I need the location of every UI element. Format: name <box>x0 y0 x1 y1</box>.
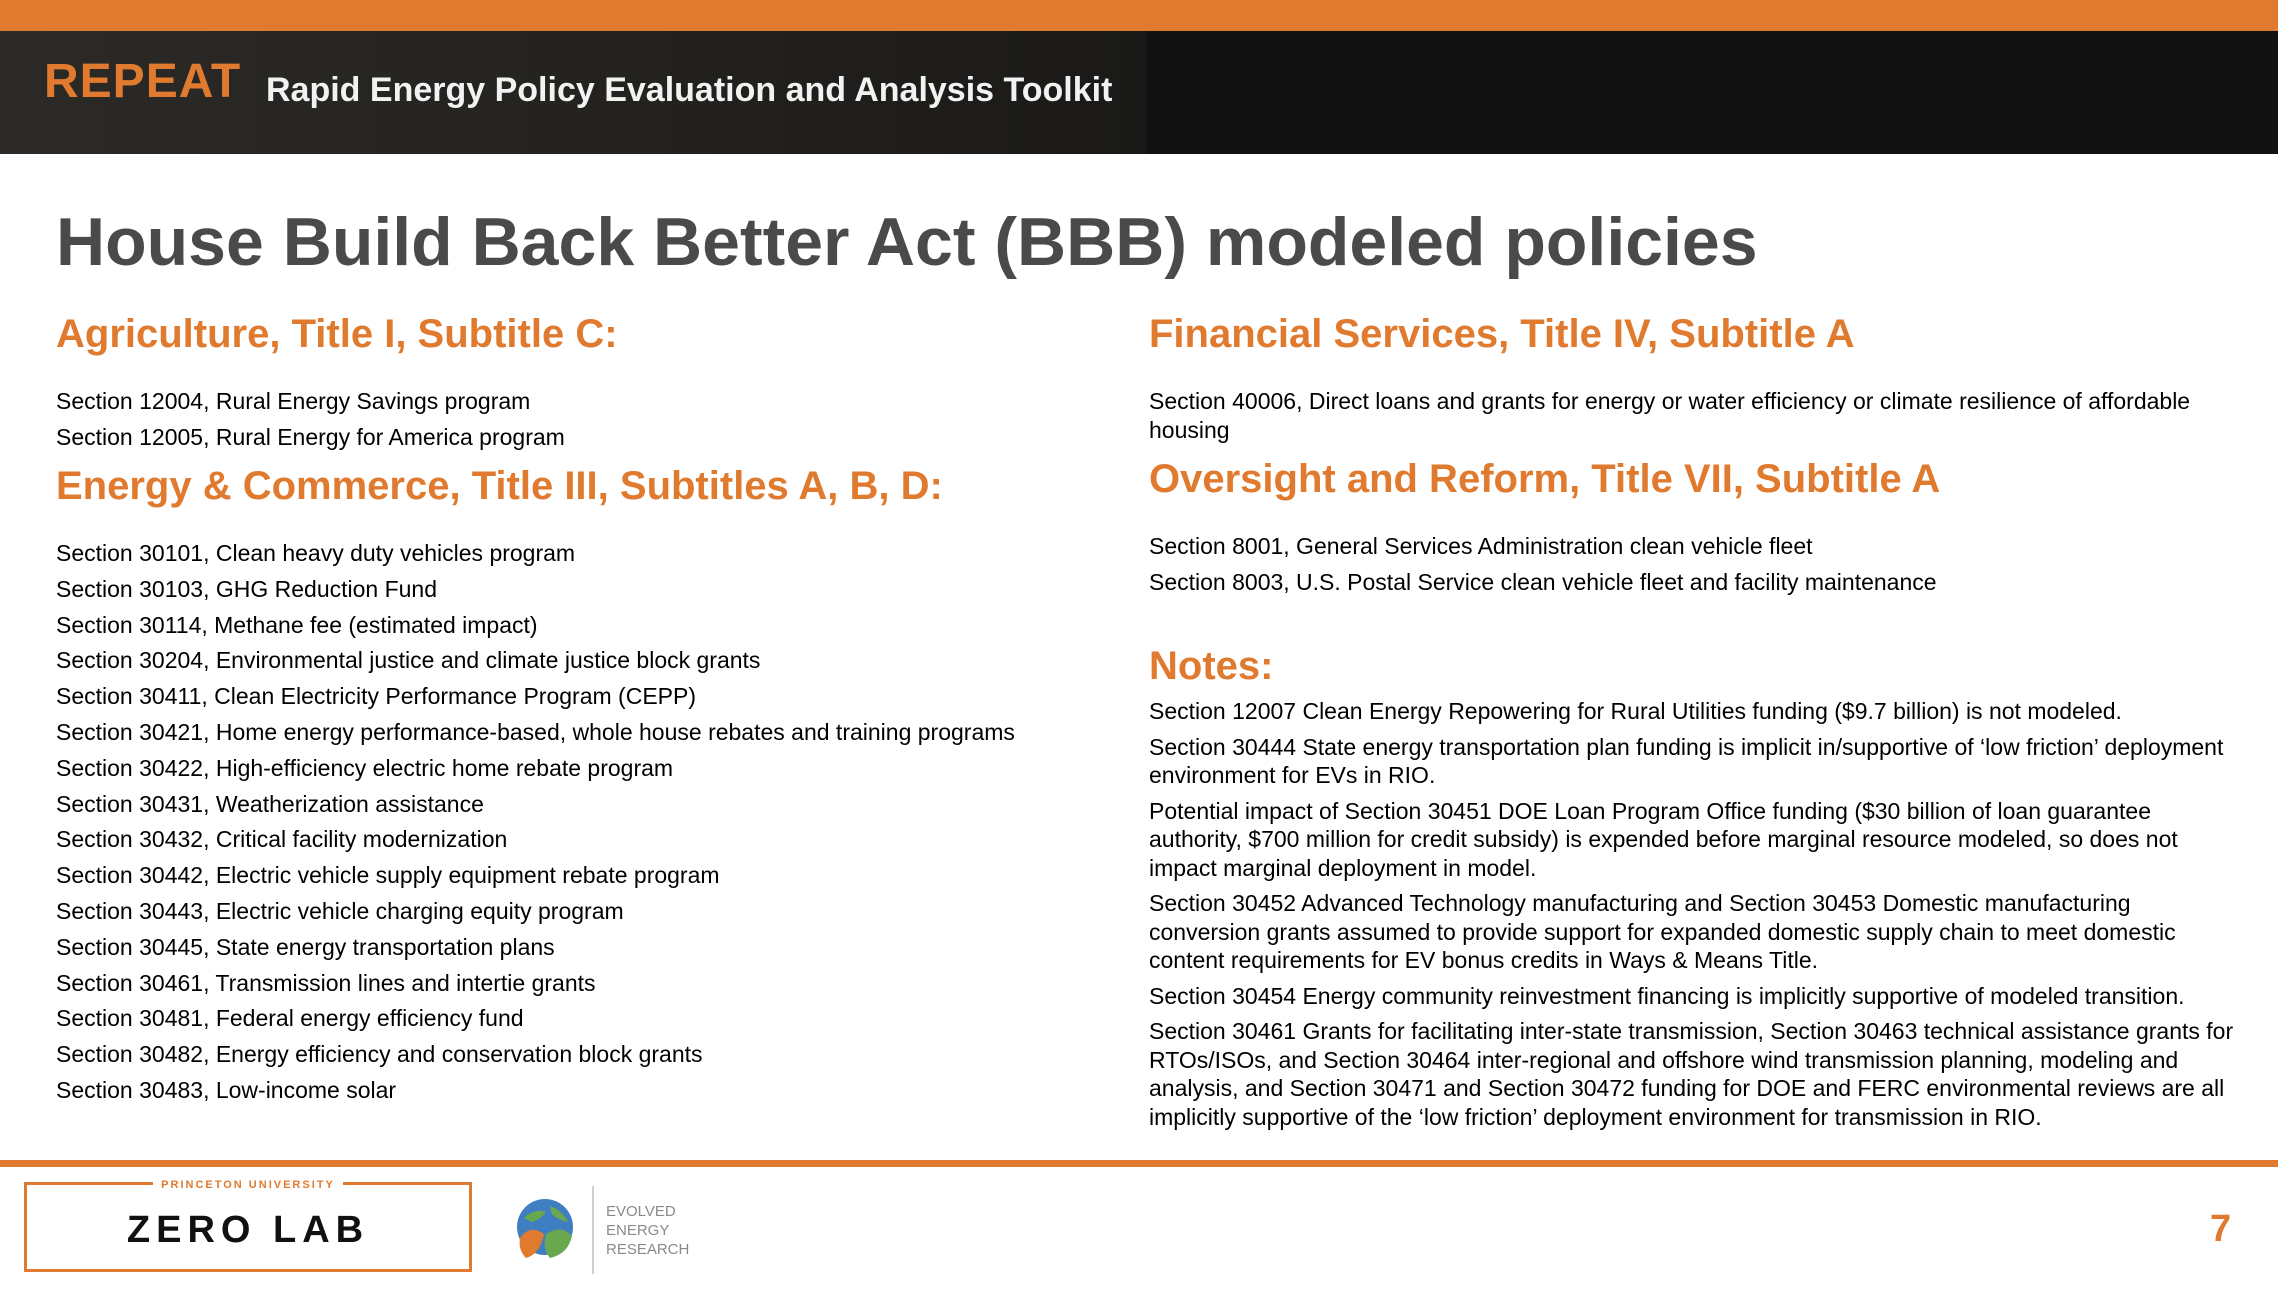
list-item: Section 8001, General Services Administration clean vehicle fleet <box>1149 533 1813 559</box>
list-oversight-reform <box>1149 529 1937 601</box>
list-item: Section 30432, Critical facility modernization <box>56 826 508 853</box>
list-item: Section 30481, Federal energy efficiency fund <box>56 1005 524 1032</box>
note-item: Section 30444 State energy transportation plan funding is implicit in/supportive of ‘low friction’ deployment environment for EVs in RIO. <box>1149 733 2224 788</box>
heading-oversight-reform: Oversight and Reform, Title VII, Subtitle A <box>1149 457 1941 501</box>
list-item: Section 30101, Clean heavy duty vehicles program <box>56 540 576 566</box>
heading-financial-services: Financial Services, Title IV, Subtitle A <box>1149 312 1855 356</box>
list-item: Section 30442, Electric vehicle supply equipment rebate program <box>56 862 720 889</box>
brand-subtitle: Rapid Energy Policy Evaluation and Analysis Toolkit <box>266 71 1113 109</box>
list-item: Section 30445, State energy transportation plans <box>56 933 555 960</box>
list-agriculture <box>56 384 565 456</box>
list-energy-commerce <box>56 536 1015 1109</box>
zero-lab-name: ZERO LAB <box>126 1209 370 1251</box>
globe-leaf-icon <box>510 1194 580 1264</box>
list-item: Section 30103, GHG Reduction Fund <box>56 575 438 602</box>
evolved-line: ENERGY <box>606 1222 670 1239</box>
brand-logo-text: REPEAT <box>44 55 242 108</box>
evolved-line: RESEARCH <box>606 1241 690 1258</box>
note-item: Section 30454 Energy community reinvestment financing is implicitly supportive of modeled transition. <box>1149 982 2185 1009</box>
page-number: 7 <box>2210 1208 2232 1250</box>
heading-notes: Notes: <box>1149 644 1274 688</box>
list-item: Section 30114, Methane fee (estimated impact) <box>56 611 538 638</box>
note-item: Section 30461 Grants for facilitating inter-state transmission, Section 30463 technical assistance grants for RTOs/ISOs, and Section 30464 inter-regional and offshore wind transmission planning, modeling and analysis, and Section 30471 and Section 30472 funding for DOE and FERC environmental reviews are all implicitly supportive of the ‘low friction’ deployment environment for transmission in RIO. <box>1149 1018 2234 1130</box>
list-item: Section 30482, Energy efficiency and conservation block grants <box>56 1041 703 1068</box>
page-title: House Build Back Better Act (BBB) modeled policies <box>56 204 1758 280</box>
evolved-line: EVOLVED <box>606 1203 676 1220</box>
zero-lab-university: PRINCETON UNIVERSITY <box>153 1179 343 1191</box>
heading-energy-commerce: Energy & Commerce, Title III, Subtitles A, B, D: <box>56 464 943 508</box>
list-item: Section 30483, Low-income solar <box>56 1076 397 1103</box>
top-accent-bar <box>0 0 2278 31</box>
list-item: Section 12005, Rural Energy for America program <box>56 423 565 450</box>
list-item: Section 30461, Transmission lines and intertie grants <box>56 969 596 996</box>
list-financial-services <box>1149 387 2239 444</box>
evolved-energy-logo <box>606 1202 689 1259</box>
evolved-divider <box>592 1186 594 1274</box>
list-notes <box>1149 697 2239 1138</box>
footer-divider <box>0 1160 2278 1167</box>
list-item: Section 40006, Direct loans and grants for energy or water efficiency or climate resilience of affordable housing <box>1149 388 2191 443</box>
list-item: Section 12004, Rural Energy Savings program <box>56 388 531 414</box>
note-item: Potential impact of Section 30451 DOE Loan Program Office funding ($30 billion of loan guarantee authority, $700 million for credit subsidy) is expended before marginal resource modeled, so does not impact marginal deployment in model. <box>1149 797 2178 881</box>
list-item: Section 30422, High-efficiency electric home rebate program <box>56 754 674 781</box>
note-item: Section 30452 Advanced Technology manufacturing and Section 30453 Domestic manufacturing conversion grants assumed to provide support for expanded domestic supply chain to meet domestic content requirements for EV bonus credits in Ways & Means Title. <box>1149 890 2176 973</box>
note-item: Section 12007 Clean Energy Repowering for Rural Utilities funding ($9.7 billion) is not modeled. <box>1149 698 2122 724</box>
list-item: Section 30411, Clean Electricity Performance Program (CEPP) <box>56 683 697 710</box>
list-item: Section 30204, Environmental justice and climate justice block grants <box>56 647 761 674</box>
list-item: Section 8003, U.S. Postal Service clean vehicle fleet and facility maintenance <box>1149 568 1937 595</box>
zero-lab-logo <box>24 1179 472 1272</box>
heading-agriculture: Agriculture, Title I, Subtitle C: <box>56 312 618 356</box>
list-item: Section 30431, Weatherization assistance <box>56 790 484 817</box>
list-item: Section 30421, Home energy performance-based, whole house rebates and training programs <box>56 718 1015 745</box>
list-item: Section 30443, Electric vehicle charging equity program <box>56 897 624 924</box>
